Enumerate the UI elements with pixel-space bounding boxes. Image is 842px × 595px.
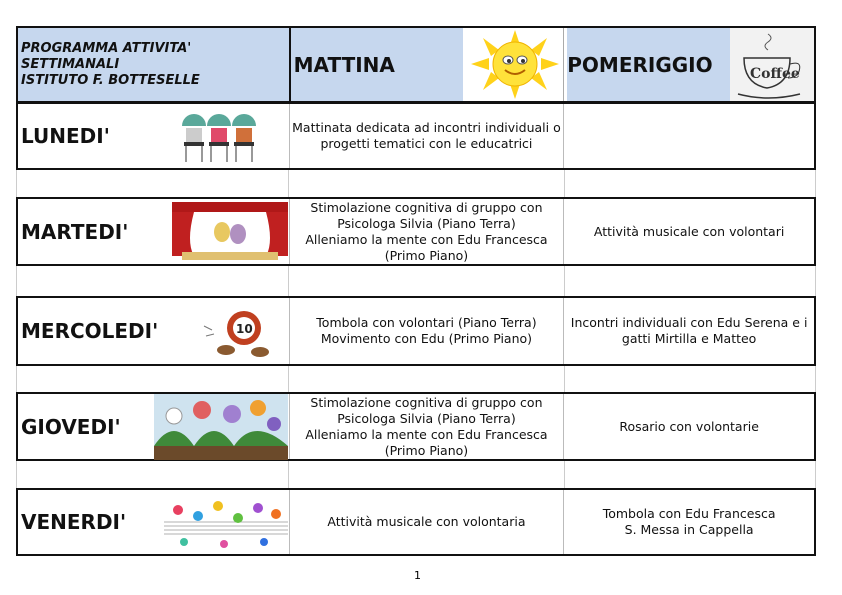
- spacer-row: [16, 266, 816, 296]
- schedule-title: PROGRAMMA ATTIVITA' SETTIMANALI ISTITUTO F. BOTTESELLE: [21, 40, 200, 88]
- thursday-afternoon: Rosario con volontarie: [563, 394, 814, 459]
- header-row: [16, 26, 816, 103]
- morning-header: [289, 28, 564, 101]
- tombola-illustration: [198, 306, 278, 358]
- friday-morning: Attività musicale con volontaria: [289, 490, 564, 554]
- svg-text:10: 10: [236, 322, 253, 336]
- day-row-tuesday: [16, 197, 816, 266]
- tuesday-morning: Stimolazione cognitiva di gruppo con Psicologa Silvia (Piano Terra) Alleniamo la mente con Edu Francesca (Primo Piano): [289, 199, 564, 264]
- day-label: VENERDI': [21, 510, 127, 534]
- friday-afternoon: Tombola con Edu Francesca S. Messa in Cappella: [563, 490, 814, 554]
- day-row-thursday: [16, 392, 816, 461]
- day-label: GIOVEDI': [21, 414, 121, 439]
- tuesday-afternoon: Attività musicale con volontari: [563, 199, 814, 264]
- sun-icon: [463, 28, 567, 101]
- flowers-illustration: [154, 394, 288, 460]
- day-row-monday: [16, 102, 816, 170]
- day-row-friday: [16, 488, 816, 556]
- coffee-cup-icon: [730, 28, 814, 101]
- monday-morning: Mattinata dedicata ad incontri individuali o progetti tematici con le educatrici: [289, 104, 564, 168]
- wednesday-afternoon: Incontri individuali con Edu Serena e i gatti Mirtilla e Matteo: [563, 298, 814, 364]
- svg-text:Coffee: Coffee: [750, 66, 801, 82]
- monday-afternoon: [563, 104, 814, 168]
- hairdresser-illustration: [178, 112, 256, 164]
- afternoon-header: [563, 28, 814, 101]
- day-label: MARTEDI': [21, 219, 129, 244]
- spacer-row: [16, 170, 816, 197]
- day-label: MERCOLEDI': [21, 319, 159, 343]
- afternoon-label: POMERIGGIO: [567, 52, 713, 77]
- spacer-row: [16, 366, 816, 392]
- theater-stage-illustration: [172, 202, 288, 263]
- day-row-wednesday: [16, 296, 816, 366]
- music-dancers-illustration: [164, 492, 288, 554]
- page-number: 1: [414, 569, 421, 582]
- thursday-morning: Stimolazione cognitiva di gruppo con Psicologa Silvia (Piano Terra) Alleniamo la mente con Edu Francesca (Primo Piano): [289, 394, 564, 459]
- day-label: LUNEDI': [21, 124, 110, 148]
- spacer-row: [16, 461, 816, 488]
- morning-label: MATTINA: [293, 52, 395, 77]
- wednesday-morning: Tombola con volontari (Piano Terra) Movimento con Edu (Primo Piano): [289, 298, 564, 364]
